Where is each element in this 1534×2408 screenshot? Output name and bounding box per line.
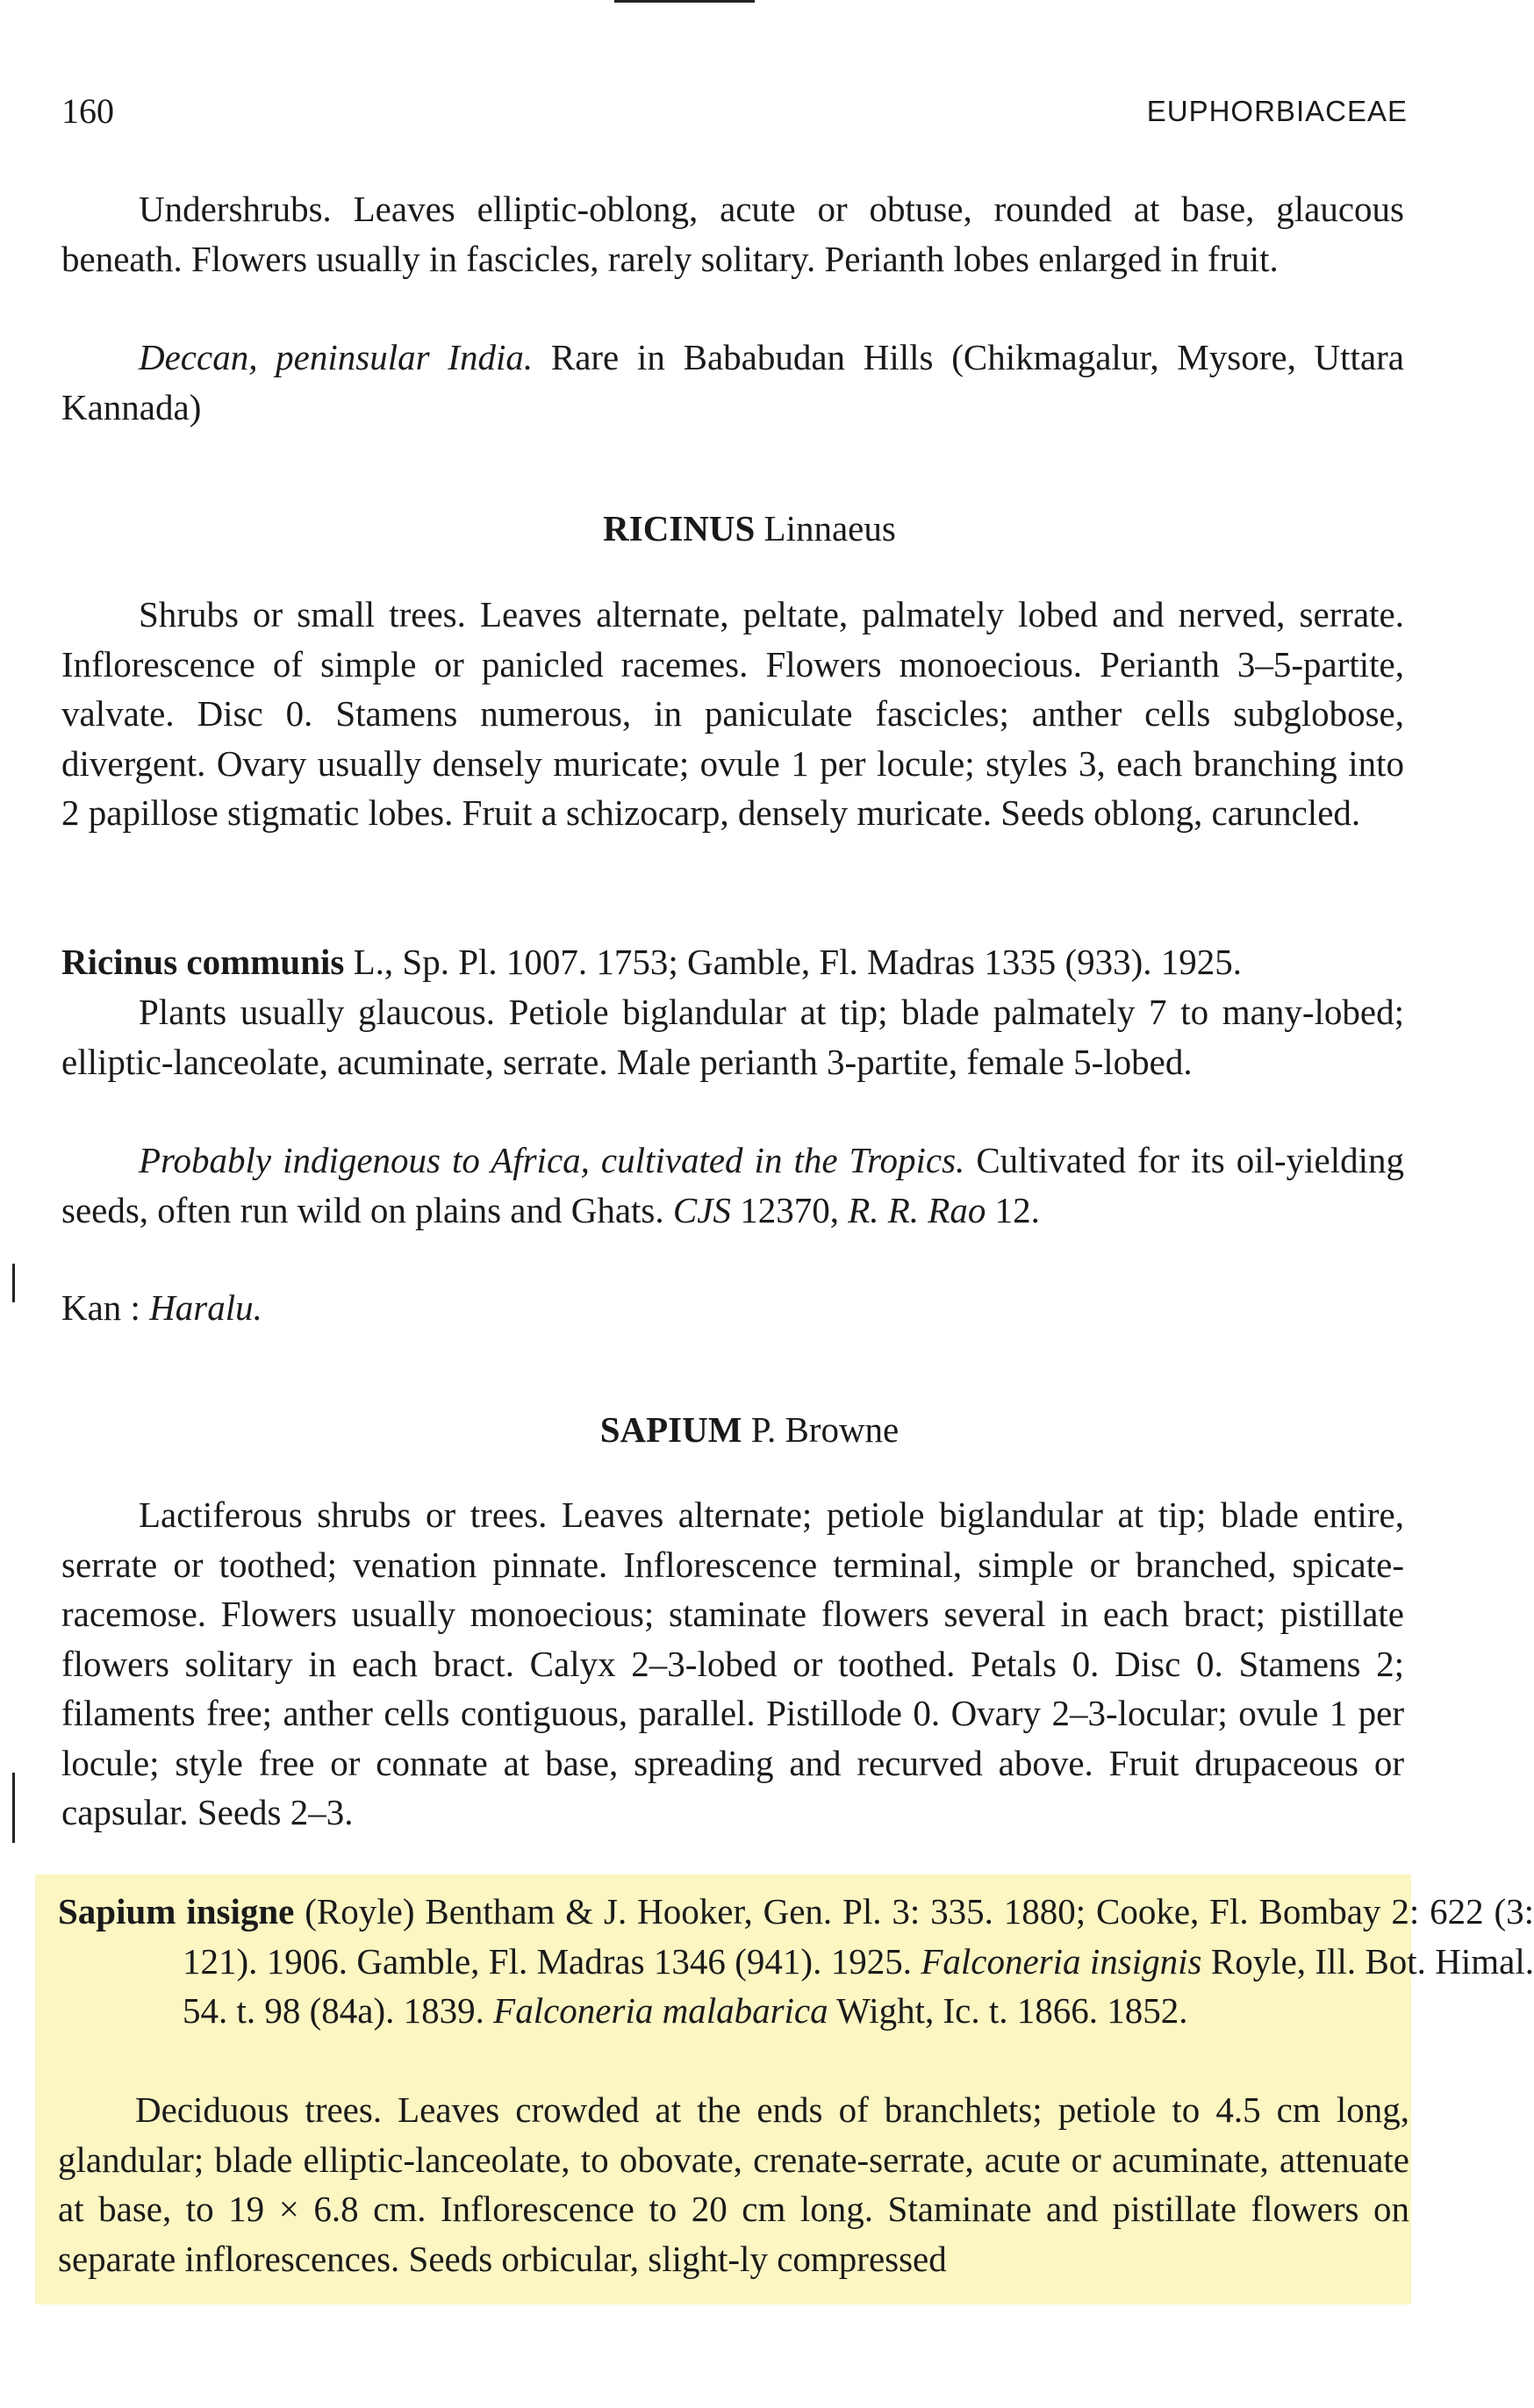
- specimen-number: 12370,: [740, 1189, 839, 1230]
- ricinus-genus-name: RICINUS: [603, 508, 756, 548]
- sapium-genus-text: Lactiferous shrubs or trees. Leaves alternate; petiole biglandular at tip; blade entire, serrate or toothed; venation pinnate. Inflorescence terminal, simple or branched, spicate-racemose. Flowers usually monoecious; staminate flowers several in each bract; pistillate flowers solitary in each bract. Calyx 2–3-lobed or toothed. Petals 0. Disc 0. Stamens 2; filaments free; anther cells contiguous, parallel. Pistillode 0. Ovary 2–3-locular; ovule 1 per locule; style free or connate at base, spreading and recurved above. Fruit drupaceous or capsular. Seeds 2–3.: [61, 1494, 1404, 1832]
- sapium-genus-name: SAPIUM: [599, 1409, 742, 1450]
- synonym-1-name: Falconeria insignis: [921, 1940, 1202, 1982]
- vernacular-label: Kan :: [61, 1287, 140, 1328]
- specimen-number-2: 12.: [994, 1189, 1040, 1230]
- distribution-region: Deccan, peninsular India.: [139, 337, 534, 377]
- ricinus-distribution-text: Cultivated for its oil-yielding seeds, often run wild on plains and Ghats.: [61, 1140, 1404, 1230]
- undershrubs-distribution: [61, 333, 1404, 432]
- ricinus-species-description: [61, 987, 1404, 1086]
- ricinus-genus-heading: [0, 507, 1499, 549]
- margin-mark: [12, 1773, 15, 1843]
- ricinus-species-name: Ricinus communis: [61, 942, 345, 982]
- sapium-species-entry: [58, 1887, 1534, 2036]
- sapium-genus-author: P. Browne: [750, 1409, 900, 1450]
- margin-mark: [12, 1264, 15, 1302]
- sapium-genus-description: [61, 1490, 1404, 1838]
- synonym-2-citation: Wight, Ic. t. 1866. 1852.: [836, 1990, 1188, 2031]
- sapium-genus-heading: [0, 1408, 1499, 1451]
- ricinus-genus-text: Shrubs or small trees. Leaves alternate, peltate, palmately lobed and nerved, serrate. Inflorescence of simple or panicled racemes. Flowers monoecious. Perianth 3–5-partite, valvate. Disc 0. Stamens numerous, in paniculate fascicles; anther cells subglobose, divergent. Ovary usually densely muricate; ovule 1 per locule; styles 3, each branching into 2 papillose stigmatic lobes. Fruit a schizocarp, densely muricate. Seeds oblong, caruncled.: [61, 594, 1404, 833]
- running-head-family: EUPHORBIACEAE: [1146, 95, 1408, 127]
- ricinus-species-text: Plants usually glaucous. Petiole biglandular at tip; blade palmately 7 to many-lobed; elliptic-lanceolate, acuminate, serrate. Male perianth 3-partite, female 5-lobed.: [61, 992, 1404, 1082]
- page-number: 160: [61, 91, 114, 131]
- ricinus-vernacular: [61, 1283, 1404, 1333]
- ricinus-genus-author: Linnaeus: [763, 508, 896, 548]
- ricinus-genus-description: [61, 590, 1404, 838]
- sapium-species-text: Deciduous trees. Leaves crowded at the ends of branchlets; petiole to 4.5 cm long, glandular; blade elliptic-lanceolate, to obovate, crenate-serrate, acute or acuminate, attenuate at base, to 19 × 6.8 cm. Inflorescence to 20 cm long. Staminate and pistillate flowers on separate inflorescences. Seeds orbicular, slight-ly compressed: [58, 2089, 1409, 2279]
- ricinus-species-distribution: [61, 1136, 1404, 1235]
- synonym-1-citation: Royle, Ill. Bot. Himal. 54. t. 98 (84a). 1839.: [183, 1940, 1534, 2031]
- sapium-species-citation: (Royle) Bentham & J. Hooker, Gen. Pl. 3: 335. 1880; Cooke, Fl. Bombay 2: 622 (3: 121). 1906. Gamble, Fl. Madras 1346 (941). 1925.: [183, 1891, 1534, 1982]
- top-edge-rule: [614, 0, 755, 3]
- ricinus-species-entry: [61, 937, 1404, 987]
- ricinus-species-citation: L., Sp. Pl. 1007. 1753; Gamble, Fl. Madras 1335 (933). 1925.: [353, 942, 1243, 982]
- specimen-collector: CJS: [672, 1189, 731, 1230]
- undershrubs-text: Undershrubs. Leaves elliptic-oblong, acute or obtuse, rounded at base, glaucous beneath. Flowers usually in fascicles, rarely solitary. Perianth lobes enlarged in fruit.: [61, 189, 1404, 279]
- vernacular-name: Haralu.: [149, 1287, 262, 1328]
- distribution-text: Rare in Bababudan Hills (Chikmagalur, Mysore, Uttara Kannada): [61, 337, 1404, 427]
- sapium-species-description: [58, 2085, 1409, 2283]
- specimen-collector-2: R. R. Rao: [848, 1189, 986, 1230]
- undershrubs-description: [61, 184, 1404, 283]
- synonym-2-name: Falconeria malabarica: [493, 1990, 828, 2031]
- ricinus-distribution-region: Probably indigenous to Africa, cultivated in the Tropics.: [139, 1140, 965, 1180]
- sapium-species-name: Sapium insigne: [58, 1891, 295, 1931]
